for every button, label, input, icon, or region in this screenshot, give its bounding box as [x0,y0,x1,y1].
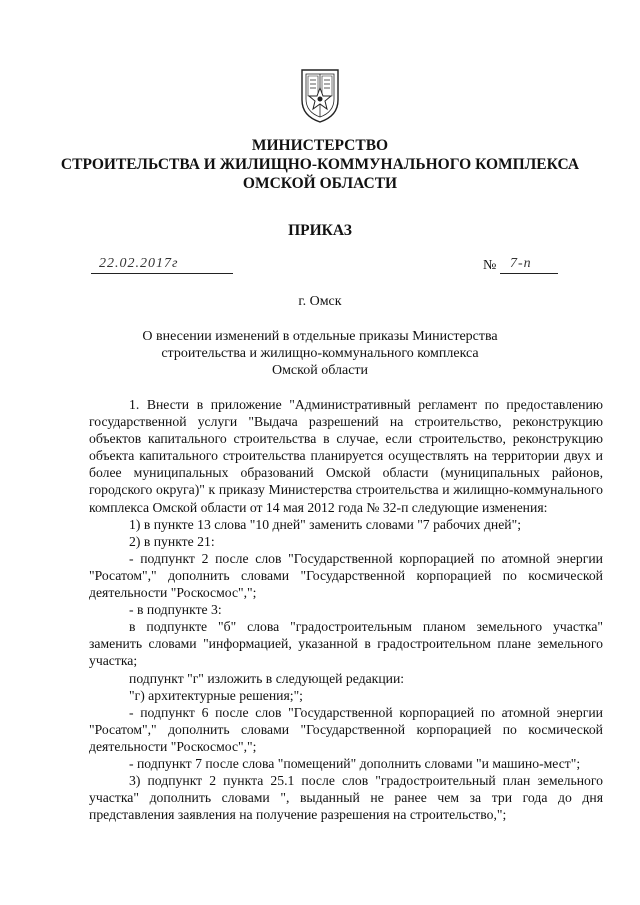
paragraph-7: подпункт "г" изложить в следующей редакции: [129,670,405,686]
ministry-line-3: ОМСКОЙ ОБЛАСТИ [242,175,398,192]
document-type: ПРИКАЗ [288,222,352,239]
paragraph-10: - подпункт 7 после слова "помещений" дополнить словами "и машино-мест"; [129,755,581,771]
subject-line-1: О внесении изменений в отдельные приказы Министерства [142,329,498,344]
paragraph-1: 1. Внести в приложение "Административный регламент по предоставлению государственной услуги "Выдача разрешений на строительство, реконструкцию объектов капитального строительства в случае, если строительство, реконструкцию объекта капитального строительства планируется осуществлять на территории двух и более муниципальных образований Омской области (муниципальных районов, городского округа)" к приказу Министерства строительства и жилищно-коммунального комплекса Омской области от 14 мая 2012 года № 32-п следующие изменения: [89,397,603,515]
date-value: 22.02.2017г [99,256,179,271]
date-field [91,255,233,274]
ministry-line-1: МИНИСТЕРСТВО [251,137,389,154]
subject-line-3: Омской области [271,363,369,378]
paragraph-8: "г) архитектурные решения;"; [129,687,303,703]
coat-of-arms-icon [298,66,342,124]
paragraph-9: - подпункт 6 после слов "Государственной корпорацией по атомной энергии "Росатом"," дополнить словами "Государственной корпорацией по космической деятельности "Роскосмос","; [89,704,603,754]
paragraph-6: в подпункте "б" слова "градостроительным планом земельного участка" заменить словами "информацией, указанной в градостроительном плане земельного участка; [89,619,603,669]
subject-line-2: строительства и жилищно-коммунального комплекса [161,346,479,361]
ministry-name [0,136,640,193]
paragraph-11: 3) подпункт 2 пункта 25.1 после слов "градостроительный план земельного участка" дополнить словами ", выданный не ранее чем за три года до дня представления заявления на получение разрешения на строительство,"; [89,773,603,823]
paragraph-5: - в подпункте 3: [129,602,222,618]
paragraph-3: 2) в пункте 21: [129,533,215,549]
subject [0,328,640,379]
paragraph-2: 1) в пункте 13 слова "10 дней" заменить словами "7 рабочих дней"; [129,516,521,532]
number-value: 7-п [510,256,532,271]
city: г. Омск [298,294,342,309]
document-body [89,396,603,823]
paragraph-4: - подпункт 2 после слов "Государственной корпорацией по атомной энергии "Росатом"," дополнить словами "Государственной корпорацией по космической деятельности "Роскосмос","; [89,550,603,601]
number-field [500,255,558,274]
number-label: № [483,258,497,273]
ministry-line-2: СТРОИТЕЛЬСТВА И ЖИЛИЩНО-КОММУНАЛЬНОГО КОМПЛЕКСА [60,156,580,173]
